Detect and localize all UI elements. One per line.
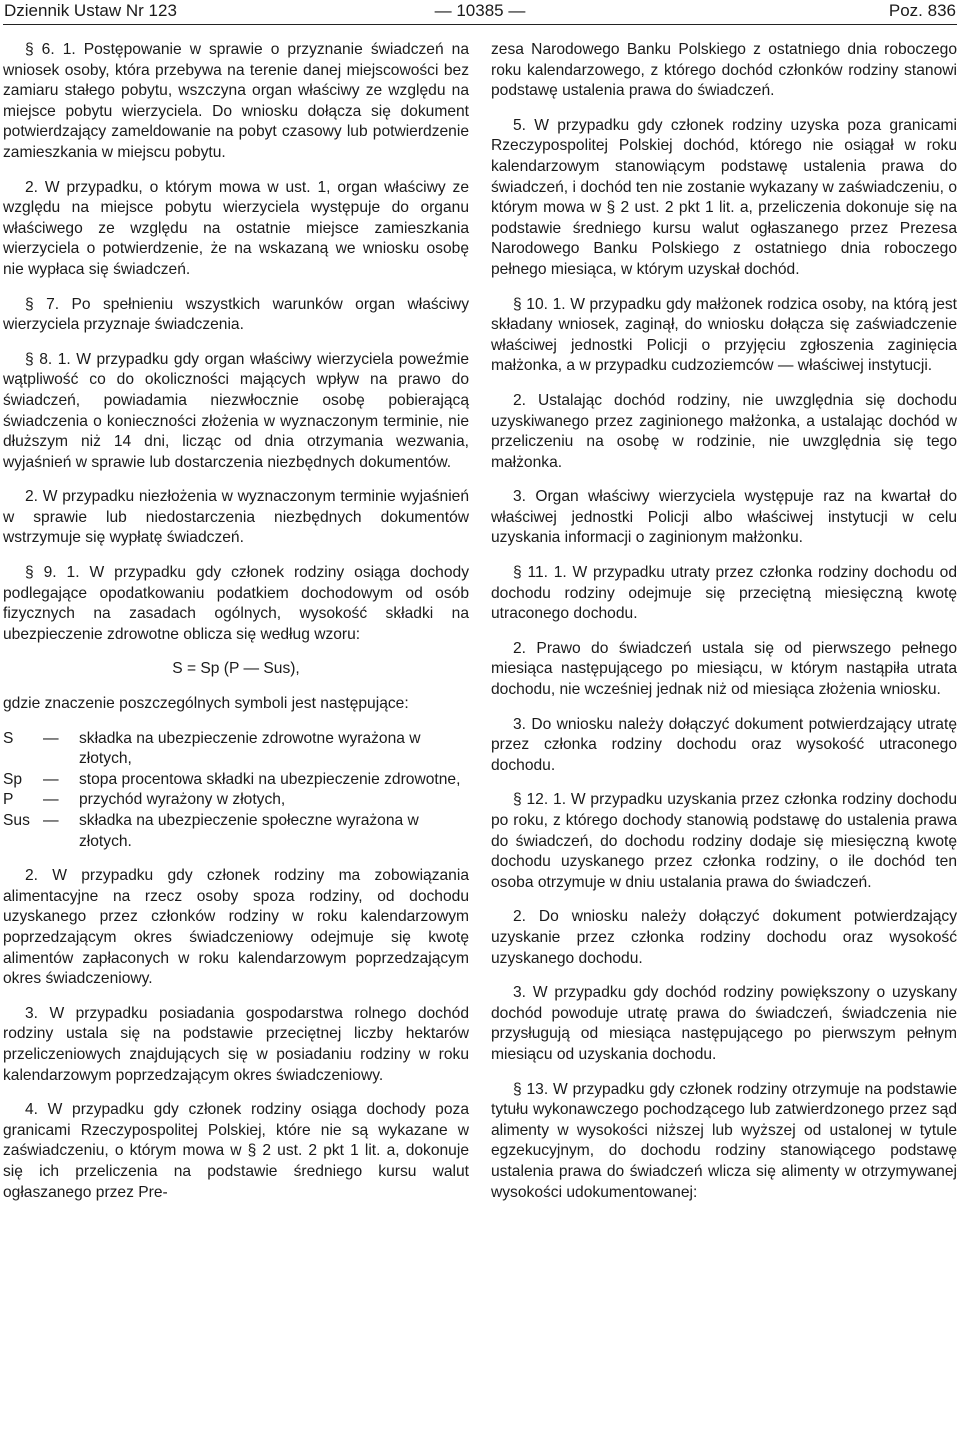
definition-dash: — (43, 770, 59, 788)
paragraph-8-2: 2. W przypadku niezłożenia w wyznaczonym terminie wyjaśnień w sprawie lub niedostarczenia niezbędnych dokumentów wstrzymuje się wypłatę świadczeń. (3, 488, 469, 547)
paragraph-7: § 7. Po spełnieniu wszystkich warunków organ właściwy wierzyciela przyznaje świadczenia. (3, 295, 469, 334)
definition-symbol: S (3, 729, 14, 747)
definition-item (3, 729, 469, 770)
definition-symbol: Sp (3, 770, 23, 788)
definition-dash: — (43, 812, 59, 829)
definition-description: stopa procentowa składki na ubezpieczenie zdrowotne, (79, 770, 461, 788)
left-column (3, 40, 469, 1217)
definition-dash: — (43, 729, 59, 747)
paragraph-9-1: § 9. 1. W przypadku gdy członek rodziny osiąga dochody podlegające opodatkowaniu podatkiem dochodowym od osób fizycznych na zasadach ogólnych, wysokość składki na ubezpieczenie zdrowotne oblicza się według wzoru: (3, 564, 469, 643)
paragraph-9-4-continued: zesa Narodowego Banku Polskiego z ostatniego dnia roboczego roku kalendarzowego, z którego dochód członków rodziny stanowi podstawę ustalenia prawa do świadczeń. (491, 41, 957, 100)
paragraph-9-2: 2. W przypadku gdy członek rodziny ma zobowiązania alimentacyjne na rzecz osoby spoza rodziny, od dochodu uzyskanego przez członków rodziny w roku kalendarzowym poprzedzającym okres świadczeniowy odejmuje się kwotę alimentów zapłaconych w roku kalendarzowym poprzedzającym okres świadczeniowy. (3, 867, 469, 988)
header-rule (3, 24, 957, 25)
paragraph-9-5: 5. W przypadku gdy członek rodziny uzyska poza granicami Rzeczypospolitej Polskiej dochód, którego nie osiągał w roku kalendarzowym stanowiącym podstawę ustalenia prawa do świadczeń, i dochód ten nie zostanie wykazany w zaświadczeniu, o którym mowa w § 2 ust. 2 pkt 1 lit. a, przeliczenia dokonuje się na podstawie średniego kursu walut ogłaszanego przez Prezesa Narodowego Banku Polskiego z ostatniego dnia roboczego pełnego miesiąca, w którym uzyskał dochód. (491, 116, 957, 278)
paragraph-10-1: § 10. 1. W przypadku gdy małżonek rodzica osoby, na którą jest składany wniosek, zaginął, do wniosku dołącza się zaświadczenie właściwej jednostki Policji o przyjęciu zgłoszenia zaginięcia małżonka, a w przypadku cudzoziemców — właściwej instytucji. (491, 295, 957, 375)
paragraph-6-1: § 6. 1. Postępowanie w sprawie o przyznanie świadczeń na wniosek osoby, która przebywa na terenie danej miejscowości bez zamiaru stałego pobytu, wszczyna organ właściwy ze względu na miejsce pobytu wierzyciela. Do wniosku dołącza się dokument potwierdzający zameldowanie na pobyt czasowy lub potwierdzenie zamieszkania w miejscu pobytu. (3, 41, 469, 161)
definition-symbol: P (3, 791, 14, 809)
definitions-list (3, 729, 469, 853)
paragraph-6-2: 2. W przypadku, o którym mowa w ust. 1, organ właściwy ze względu na miejsce pobytu wierzyciela występuje do organu właściwego ze względu na ostatnie miejsce zamieszkania wierzyciela o potwierdzenie, że na wskazaną we wniosku osobę nie wypłaca się świadczeń. (3, 178, 469, 278)
definition-symbol: Sus (3, 812, 30, 829)
page-number: — 10385 — (434, 1, 526, 20)
paragraph-12-1: § 12. 1. W przypadku uzyskania przez członka rodziny dochodu po roku, z którego dochody stanowią podstawę do ustalenia prawa do świadczeń, do dochodu rodziny dodaje się miesięczną kwotę dochodu uzyskanego przez członka rodziny, o ile dochód ten osoba otrzymuje w dniu ustalania prawa do świadczeń. (491, 791, 957, 891)
paragraph-11-1: § 11. 1. W przypadku utraty przez członka rodziny dochodu od dochodu rodziny odejmuje się przeciętną miesięczną kwotę utraconego dochodu. (491, 564, 957, 623)
formula: S = Sp (P — Sus), (172, 660, 300, 678)
paragraph-11-2: 2. Prawo do świadczeń ustala się od pierwszego pełnego miesiąca następującego po miesiącu, w którym nastąpiła utrata dochodu, nie wcześniej jednak niż od miesiąca złożenia wniosku. (491, 639, 957, 699)
definition-item (3, 790, 469, 811)
definition-item (3, 770, 469, 791)
definition-description: przychód wyrażony w złotych, (79, 791, 286, 809)
paragraph-13: § 13. W przypadku gdy członek rodziny otrzymuje na podstawie tytułu wykonawczego pochodzącego lub zatwierdzonego przez sąd alimenty w wysokości niższej lub wyższej od ustalonej w tytule egzekucyjnym, do dochodu rodziny stanowiącego podstawę ustalenia prawa do świadczeń wlicza się alimenty w otrzymywanej wysokości udokumentowanej: (491, 1080, 957, 1201)
paragraph-8-1: § 8. 1. W przypadku gdy organ właściwy wierzyciela poweźmie wątpliwość co do okoliczności mających wpływ na prawo do świadczeń, powiadamia niezwłocznie osobę pobierającą świadczenia o konieczności złożenia w wyznaczonym terminie, nie dłuższym niż 14 dni, licząc od dnia otrzymania wezwania, wyjaśnień w sprawie lub dostarczenia niezbędnych dokumentów. (3, 350, 469, 471)
paragraph-9-3: 3. W przypadku posiadania gospodarstwa rolnego dochód rodziny ustala się na podstawie przeciętnej liczby hektarów przeliczeniowych znajdujących się w posiadaniu rodziny w roku kalendarzowym poprzedzającym okres świadczeniowy. (3, 1004, 469, 1084)
definition-dash: — (43, 791, 59, 809)
paragraph-12-2: 2. Do wniosku należy dołączyć dokument potwierdzający uzyskanie przez członka rodziny dochodu oraz wysokość uzyskanego dochodu. (491, 908, 957, 967)
position-number: Poz. 836 (888, 1, 956, 20)
right-column (491, 40, 957, 1217)
definition-description: składka na ubezpieczenie społeczne wyrażona w złotych. (79, 812, 419, 850)
journal-title: Dziennik Ustaw Nr 123 (4, 1, 177, 20)
definitions-intro: gdzie znaczenie poszczególnych symboli jest następujące: (3, 695, 409, 713)
page-header (0, 0, 960, 24)
paragraph-12-3: 3. W przypadku gdy dochód rodziny powiększony o uzyskany dochód powoduje utratę prawa do świadczeń, świadczenia nie przysługują od miesiąca następującego po pierwszym pełnym miesiącu od uzyskania dochodu. (491, 984, 957, 1063)
paragraph-10-2: 2. Ustalając dochód rodziny, nie uwzględnia się dochodu uzyskiwanego przez zaginionego małżonka, a ustalając dochód w przeliczeniu na osobę w rodzinie, nie uwzględnia się tego małżonka. (491, 391, 957, 471)
definition-description: składka na ubezpieczenie zdrowotne wyrażona w złotych, (79, 729, 421, 768)
paragraph-9-4: 4. W przypadku gdy członek rodziny osiąga dochody poza granicami Rzeczypospolitej Polskiej, które nie są wykazane w zaświadczeniu, o którym mowa w § 2 ust. 2 pkt 1 lit. a, dokonuje się ich przeliczenia na podstawie średniego kursu walut ogłaszanego przez Pre- (3, 1101, 469, 1201)
paragraph-10-3: 3. Organ właściwy wierzyciela występuje raz na kwartał do właściwej jednostki Policji albo właściwej instytucji w celu uzyskania informacji o zaginionym małżonku. (491, 488, 957, 547)
definition-item (3, 811, 469, 852)
paragraph-11-3: 3. Do wniosku należy dołączyć dokument potwierdzający utratę przez członka rodziny dochodu oraz wysokość utraconego dochodu. (491, 715, 957, 774)
